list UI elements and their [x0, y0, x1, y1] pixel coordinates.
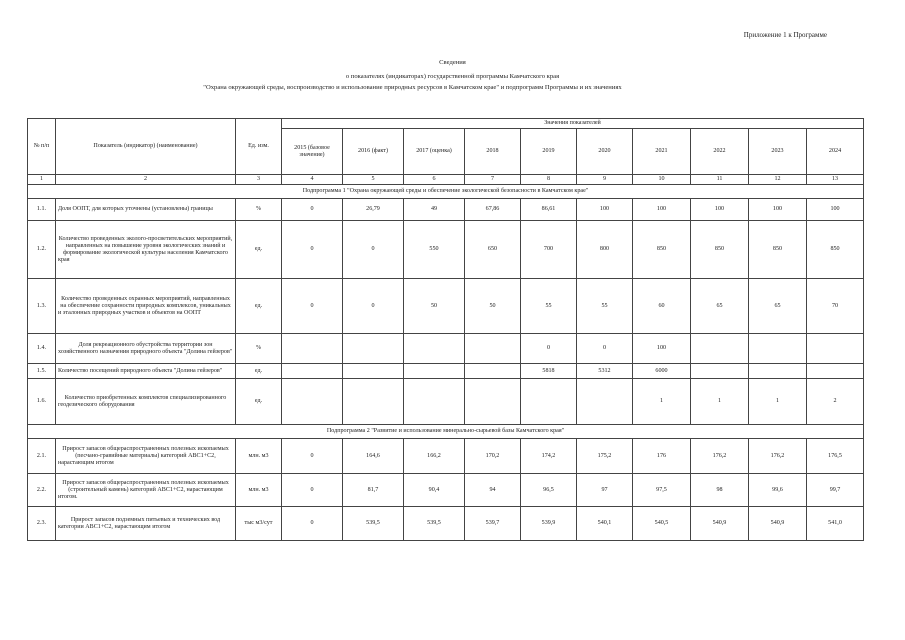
- value-cell: [577, 379, 633, 425]
- column-number: 10: [633, 175, 691, 185]
- value-cell: 800: [577, 221, 633, 279]
- value-cell: 540,5: [633, 507, 691, 541]
- header-year: 2024: [807, 129, 864, 175]
- value-cell: 539,5: [404, 507, 465, 541]
- table-row: [28, 507, 864, 541]
- value-cell: 1: [633, 379, 691, 425]
- value-cell: 96,5: [521, 474, 577, 507]
- value-cell: [343, 334, 404, 364]
- value-cell: 0: [577, 334, 633, 364]
- indicator-name: Прирост запасов общераспространенных полезных ископаемых (песчано-гравийные материалы) категорий АВС1+С2, нарастающим итогом: [56, 439, 236, 474]
- row-unit: %: [236, 199, 282, 221]
- table-row: [28, 334, 864, 364]
- table-row: [28, 364, 864, 379]
- row-number: 1.1.: [28, 199, 56, 221]
- value-cell: 0: [521, 334, 577, 364]
- indicator-name: Доля ООПТ, для которых уточнены (установлены) границы: [56, 199, 236, 221]
- row-number: 1.4.: [28, 334, 56, 364]
- appendix-label: Приложение 1 к Программе: [743, 31, 827, 39]
- value-cell: 0: [343, 279, 404, 334]
- row-unit: ед.: [236, 279, 282, 334]
- value-cell: 541,0: [807, 507, 864, 541]
- header-year: 2022: [691, 129, 749, 175]
- indicator-name: Прирост запасов общераспространенных полезных ископаемых (строительный камень) категорий АВС1+С2, нарастающим итогом.: [56, 474, 236, 507]
- header-year: 2023: [749, 129, 807, 175]
- value-cell: 55: [577, 279, 633, 334]
- value-cell: 539,7: [465, 507, 521, 541]
- value-cell: 850: [749, 221, 807, 279]
- header-year: 2016 (факт): [343, 129, 404, 175]
- table-row: [28, 439, 864, 474]
- subprogram-1-title: Подпрограмма 1 "Охрана окружающей среды и обеспечение экологической безопасности в Камчатском крае": [28, 185, 864, 199]
- column-number: 4: [282, 175, 343, 185]
- column-number: 1: [28, 175, 56, 185]
- value-cell: 540,9: [749, 507, 807, 541]
- row-number: 2.3.: [28, 507, 56, 541]
- value-cell: 55: [521, 279, 577, 334]
- column-number: 2: [56, 175, 236, 185]
- value-cell: 90,4: [404, 474, 465, 507]
- column-number: 8: [521, 175, 577, 185]
- value-cell: 6000: [633, 364, 691, 379]
- column-numbers-row: [28, 175, 864, 185]
- value-cell: 100: [633, 334, 691, 364]
- value-cell: 50: [465, 279, 521, 334]
- indicators-table: [27, 118, 864, 541]
- document-subtitle: о показателях (индикаторах) государственной программы Камчатского края: [345, 73, 560, 80]
- column-number: 6: [404, 175, 465, 185]
- header-year: 2021: [633, 129, 691, 175]
- value-cell: 540,1: [577, 507, 633, 541]
- table-row: [28, 221, 864, 279]
- value-cell: [404, 334, 465, 364]
- value-cell: 100: [577, 199, 633, 221]
- value-cell: 100: [807, 199, 864, 221]
- value-cell: [465, 364, 521, 379]
- header-unit: Ед. изм.: [236, 119, 282, 175]
- value-cell: [282, 379, 343, 425]
- value-cell: 49: [404, 199, 465, 221]
- row-number: 1.6.: [28, 379, 56, 425]
- value-cell: 166,2: [404, 439, 465, 474]
- value-cell: [807, 364, 864, 379]
- value-cell: 65: [691, 279, 749, 334]
- header-year: 2020: [577, 129, 633, 175]
- value-cell: 81,7: [343, 474, 404, 507]
- column-number: 11: [691, 175, 749, 185]
- value-cell: 0: [282, 439, 343, 474]
- value-cell: 1: [749, 379, 807, 425]
- value-cell: [521, 379, 577, 425]
- value-cell: 0: [282, 279, 343, 334]
- value-cell: 97,5: [633, 474, 691, 507]
- indicator-name: Количество проведенных эколого-просветительских мероприятий, направленных на повышение уровня экологических знаний и формирование экологической культуры населения Камчатского края: [56, 221, 236, 279]
- value-cell: 99,6: [749, 474, 807, 507]
- header-year: 2019: [521, 129, 577, 175]
- header-year: 2015 (базовое значение): [282, 129, 343, 175]
- value-cell: 5312: [577, 364, 633, 379]
- indicator-name: Количество проведенных охранных мероприятий, направленных на обеспечение сохранности природных комплексов, уникальных и эталонных природных участков и объектов на ООПТ: [56, 279, 236, 334]
- row-unit: ед.: [236, 379, 282, 425]
- table-row: [28, 379, 864, 425]
- value-cell: 100: [691, 199, 749, 221]
- row-number: 1.5.: [28, 364, 56, 379]
- header-no: № п/п: [28, 119, 56, 175]
- indicator-name: Доля рекреационного обустройства территории зон хозяйственного назначения природного объекта "Долина гейзеров": [56, 334, 236, 364]
- header-year: 2018: [465, 129, 521, 175]
- value-cell: 700: [521, 221, 577, 279]
- value-cell: 0: [343, 221, 404, 279]
- value-cell: [465, 379, 521, 425]
- value-cell: 539,5: [343, 507, 404, 541]
- value-cell: [807, 334, 864, 364]
- value-cell: [282, 364, 343, 379]
- value-cell: [465, 334, 521, 364]
- value-cell: 86,61: [521, 199, 577, 221]
- value-cell: [749, 364, 807, 379]
- value-cell: 100: [749, 199, 807, 221]
- header-year: 2017 (оценка): [404, 129, 465, 175]
- value-cell: 176,5: [807, 439, 864, 474]
- value-cell: [691, 334, 749, 364]
- table-row: [28, 474, 864, 507]
- value-cell: 0: [282, 474, 343, 507]
- row-number: 1.3.: [28, 279, 56, 334]
- value-cell: 176: [633, 439, 691, 474]
- subprogram-2-row: [28, 425, 864, 439]
- value-cell: [282, 334, 343, 364]
- value-cell: 850: [691, 221, 749, 279]
- column-number: 9: [577, 175, 633, 185]
- indicator-name: Количество приобретенных комплектов специализированного геодезического оборудования: [56, 379, 236, 425]
- value-cell: 5818: [521, 364, 577, 379]
- program-name: "Охрана окружающей среды, воспроизводство и использование природных ресурсов в Камчатском крае" и подпрограмм Программы и их значениях: [203, 84, 622, 91]
- row-unit: ед.: [236, 364, 282, 379]
- column-number: 3: [236, 175, 282, 185]
- subprogram-1-row: [28, 185, 864, 199]
- value-cell: 2: [807, 379, 864, 425]
- value-cell: 850: [633, 221, 691, 279]
- value-cell: [749, 334, 807, 364]
- document-title: Сведения: [439, 59, 466, 66]
- row-number: 2.1.: [28, 439, 56, 474]
- value-cell: 174,2: [521, 439, 577, 474]
- indicator-name: Количество посещений природного объекта "Долина гейзеров": [56, 364, 236, 379]
- value-cell: 850: [807, 221, 864, 279]
- value-cell: 550: [404, 221, 465, 279]
- value-cell: 97: [577, 474, 633, 507]
- value-cell: 539,9: [521, 507, 577, 541]
- value-cell: 0: [282, 199, 343, 221]
- row-unit: ед.: [236, 221, 282, 279]
- value-cell: 100: [633, 199, 691, 221]
- value-cell: 94: [465, 474, 521, 507]
- value-cell: 99,7: [807, 474, 864, 507]
- value-cell: 98: [691, 474, 749, 507]
- row-unit: млн. м3: [236, 439, 282, 474]
- value-cell: 67,86: [465, 199, 521, 221]
- value-cell: 0: [282, 507, 343, 541]
- header-values: Значения показателей: [282, 119, 864, 129]
- column-number: 12: [749, 175, 807, 185]
- row-number: 1.2.: [28, 221, 56, 279]
- value-cell: [343, 364, 404, 379]
- row-unit: %: [236, 334, 282, 364]
- table-row: [28, 199, 864, 221]
- value-cell: 50: [404, 279, 465, 334]
- row-number: 2.2.: [28, 474, 56, 507]
- value-cell: [691, 364, 749, 379]
- value-cell: 175,2: [577, 439, 633, 474]
- value-cell: 1: [691, 379, 749, 425]
- value-cell: 540,9: [691, 507, 749, 541]
- indicator-name: Прирост запасов подземных питьевых и технических вод категории АВС1+С2, нарастающим итогом: [56, 507, 236, 541]
- value-cell: 650: [465, 221, 521, 279]
- column-number: 5: [343, 175, 404, 185]
- value-cell: 65: [749, 279, 807, 334]
- value-cell: [404, 364, 465, 379]
- value-cell: 26,79: [343, 199, 404, 221]
- value-cell: [343, 379, 404, 425]
- value-cell: 176,2: [749, 439, 807, 474]
- column-number: 7: [465, 175, 521, 185]
- value-cell: 60: [633, 279, 691, 334]
- column-number: 13: [807, 175, 864, 185]
- value-cell: 176,2: [691, 439, 749, 474]
- value-cell: 170,2: [465, 439, 521, 474]
- value-cell: 164,6: [343, 439, 404, 474]
- value-cell: [404, 379, 465, 425]
- subprogram-2-title: Подпрограмма 2 "Развитие и использование минерально-сырьевой базы Камчатского края": [28, 425, 864, 439]
- value-cell: 0: [282, 221, 343, 279]
- header-row-top: [28, 119, 864, 129]
- row-unit: тыс м3/сут: [236, 507, 282, 541]
- row-unit: млн. м3: [236, 474, 282, 507]
- header-indicator: Показатель (индикатор) (наименование): [56, 119, 236, 175]
- table-row: [28, 279, 864, 334]
- value-cell: 70: [807, 279, 864, 334]
